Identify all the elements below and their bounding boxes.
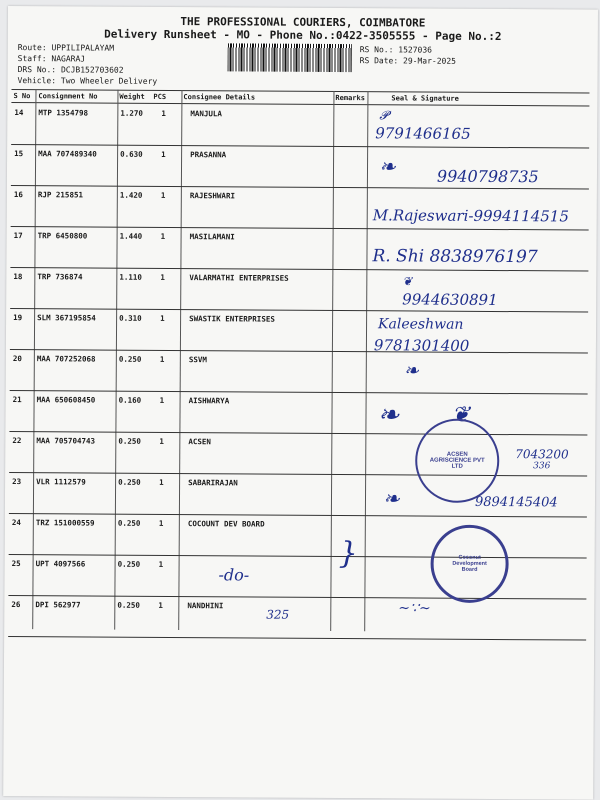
signature-row-20: ❧ (403, 360, 419, 382)
row-consignee: PRASANNA (190, 150, 227, 160)
row-consignment-no: MAA 705704743 (36, 436, 96, 446)
handwritten-phone-14: 9791466165 (375, 124, 471, 143)
row-divider (9, 431, 587, 436)
acsen-seal-text: ACSEN AGRISCIENCE PVT LTD (429, 451, 485, 470)
row-divider (11, 144, 589, 149)
vehicle-label: Vehicle: Two Wheeler Delivery (17, 76, 158, 86)
row-pcs: 1 (158, 600, 163, 610)
row-consignee: MANJULA (190, 109, 222, 119)
handwritten-note-26: 325 (266, 607, 290, 622)
row-consignee: AISHWARYA (188, 396, 230, 406)
bracket-mark-24-25: } (338, 536, 358, 572)
row-weight: 1.420 (119, 190, 143, 200)
row-weight: 0.250 (117, 600, 140, 610)
col-divider (364, 91, 368, 631)
row-consignment-no: TRP 736874 (37, 272, 83, 282)
row-weight: 0.250 (117, 518, 141, 528)
row-weight: 1.440 (119, 231, 143, 241)
handwritten-name-19: Kaleeshwan (378, 316, 464, 333)
row-sno: 22 (12, 436, 22, 446)
row-consignee: MASILAMANI (189, 232, 235, 242)
row-divider (10, 308, 588, 313)
row-sno: 16 (13, 190, 23, 200)
row-divider (8, 595, 586, 600)
row-sno: 23 (12, 477, 22, 487)
handwritten-entry-16: M.Rajeswari-9994114515 (372, 206, 569, 226)
signature-row-15: ❧ (378, 154, 396, 179)
row-pcs: 1 (159, 395, 165, 405)
route-label: Route: UPPILIPALAYAM (17, 43, 115, 53)
handwritten-phone-23: 9894145404 (474, 494, 558, 511)
row-weight: 0.250 (117, 559, 141, 569)
row-consignment-no: UPT 4097566 (35, 559, 86, 569)
row-weight: 0.310 (119, 313, 142, 323)
handwritten-phone-19: 9781301400 (373, 336, 470, 355)
row-consignment-no: TRP 6450800 (37, 231, 88, 241)
row-weight: 0.250 (118, 354, 142, 364)
col-divider (178, 90, 182, 630)
row-sno: 20 (12, 354, 22, 364)
row-divider (11, 226, 589, 231)
signature-row-26: ∼∵∼ (398, 600, 431, 617)
col-header-pcs: PCS (153, 92, 167, 101)
row-consignment-no: VLR 1112579 (36, 477, 86, 487)
row-pcs: 1 (160, 231, 166, 241)
row-divider (9, 472, 587, 477)
handwritten-extra-22: 336 (533, 461, 551, 472)
row-consignment-no: DPI 562977 (35, 600, 81, 610)
row-weight: 1.270 (120, 108, 143, 118)
row-pcs: 1 (161, 149, 166, 159)
row-pcs: 1 (160, 313, 165, 323)
signature-row-18: ❦ (402, 274, 413, 289)
signature-row-14: 𝓟 (379, 108, 389, 123)
col-header-seal: Seal & Signature (391, 94, 459, 103)
col-header-remarks: Remarks (335, 94, 365, 103)
col-header-sno: S No (13, 92, 31, 101)
row-consignment-no: MTP 1354798 (38, 108, 89, 118)
row-pcs: 1 (159, 436, 164, 446)
row-pcs: 1 (160, 272, 165, 282)
handwritten-entry-17: R. Shi 8838976197 (372, 246, 538, 268)
row-consignee: ACSEN (188, 437, 211, 447)
drs-label: DRS No.: DCJB152703602 (17, 65, 124, 75)
coconut-seal-text: Coconut Development Board (452, 554, 487, 573)
row-pcs: 1 (159, 477, 164, 487)
company-title: THE PROFESSIONAL COURIERS, COIMBATORE (180, 15, 426, 30)
col-divider (330, 91, 334, 631)
runsheet-subtitle: Delivery Runsheet - MO - Phone No.:0422-3505555 - Page No.:2 (104, 27, 502, 44)
col-header-consignee: Consignee Details (183, 93, 256, 102)
row-pcs: 1 (158, 559, 164, 569)
row-weight: 0.160 (118, 395, 142, 405)
row-weight: 1.110 (119, 272, 142, 282)
row-consignment-no: MAA 707489340 (38, 149, 97, 159)
runsheet-page (3, 6, 598, 800)
row-sno: 24 (11, 518, 21, 528)
handwritten-phone-18: 9944630891 (402, 290, 498, 309)
rs-number: RS No.: 1527036 (359, 45, 433, 55)
row-consignment-no: MAA 650608450 (36, 395, 96, 405)
staff-label: Staff: NAGARAJ (17, 54, 86, 64)
row-consignment-no: RJP 215851 (37, 190, 84, 200)
barcode (228, 43, 352, 72)
rs-date: RS Date: 29-Mar-2025 (359, 56, 457, 66)
row-divider (9, 513, 587, 518)
row-divider (10, 267, 588, 272)
signature-row-23: ❧ (382, 486, 400, 511)
col-header-consignment: Consignment No (38, 92, 98, 101)
row-divider (10, 349, 588, 354)
table-top-rule (11, 89, 589, 94)
row-sno: 19 (13, 313, 23, 323)
handwritten-phone-15: 9940798735 (436, 166, 539, 187)
signature-mark-21: ❦ (451, 402, 471, 428)
handwritten-phone-22: 7043200 (515, 447, 569, 462)
handwritten-ditto-25: -do- (218, 565, 250, 585)
row-weight: 0.250 (118, 436, 141, 446)
table-header-rule (11, 102, 589, 107)
row-consignment-no: TRZ 151000559 (35, 518, 95, 528)
row-consignee: SWASTIK ENTERPRISES (189, 314, 275, 324)
row-sno: 18 (13, 272, 23, 282)
row-pcs: 1 (159, 354, 165, 364)
row-consignee: VALARMATHI ENTERPRISES (189, 273, 289, 283)
row-divider (8, 636, 586, 641)
row-consignment-no: MAA 707252068 (36, 354, 96, 364)
row-pcs: 1 (158, 518, 164, 528)
row-consignment-no: SLM 367195854 (37, 313, 96, 323)
row-sno: 26 (11, 600, 21, 610)
row-sno: 14 (14, 108, 24, 118)
row-consignee: SSVM (188, 355, 207, 365)
row-weight: 0.630 (120, 149, 143, 159)
row-sno: 15 (14, 149, 24, 159)
coconut-board-seal (430, 525, 508, 603)
row-sno: 21 (12, 395, 22, 405)
row-consignee: RAJESHWARI (189, 191, 236, 201)
acsen-company-seal (415, 418, 500, 503)
row-consignee: SABARIRAJAN (188, 478, 238, 488)
col-header-weight: Weight (119, 92, 145, 101)
row-sno: 25 (11, 559, 21, 569)
signature-row-21: ❧ (377, 400, 400, 431)
row-consignee: COCOUNT DEV BOARD (187, 519, 265, 529)
row-divider (10, 390, 588, 395)
row-weight: 0.250 (118, 477, 141, 487)
row-sno: 17 (13, 231, 23, 241)
row-consignee: NANDHINI (187, 601, 224, 611)
row-pcs: 1 (161, 108, 166, 118)
row-pcs: 1 (160, 190, 166, 200)
